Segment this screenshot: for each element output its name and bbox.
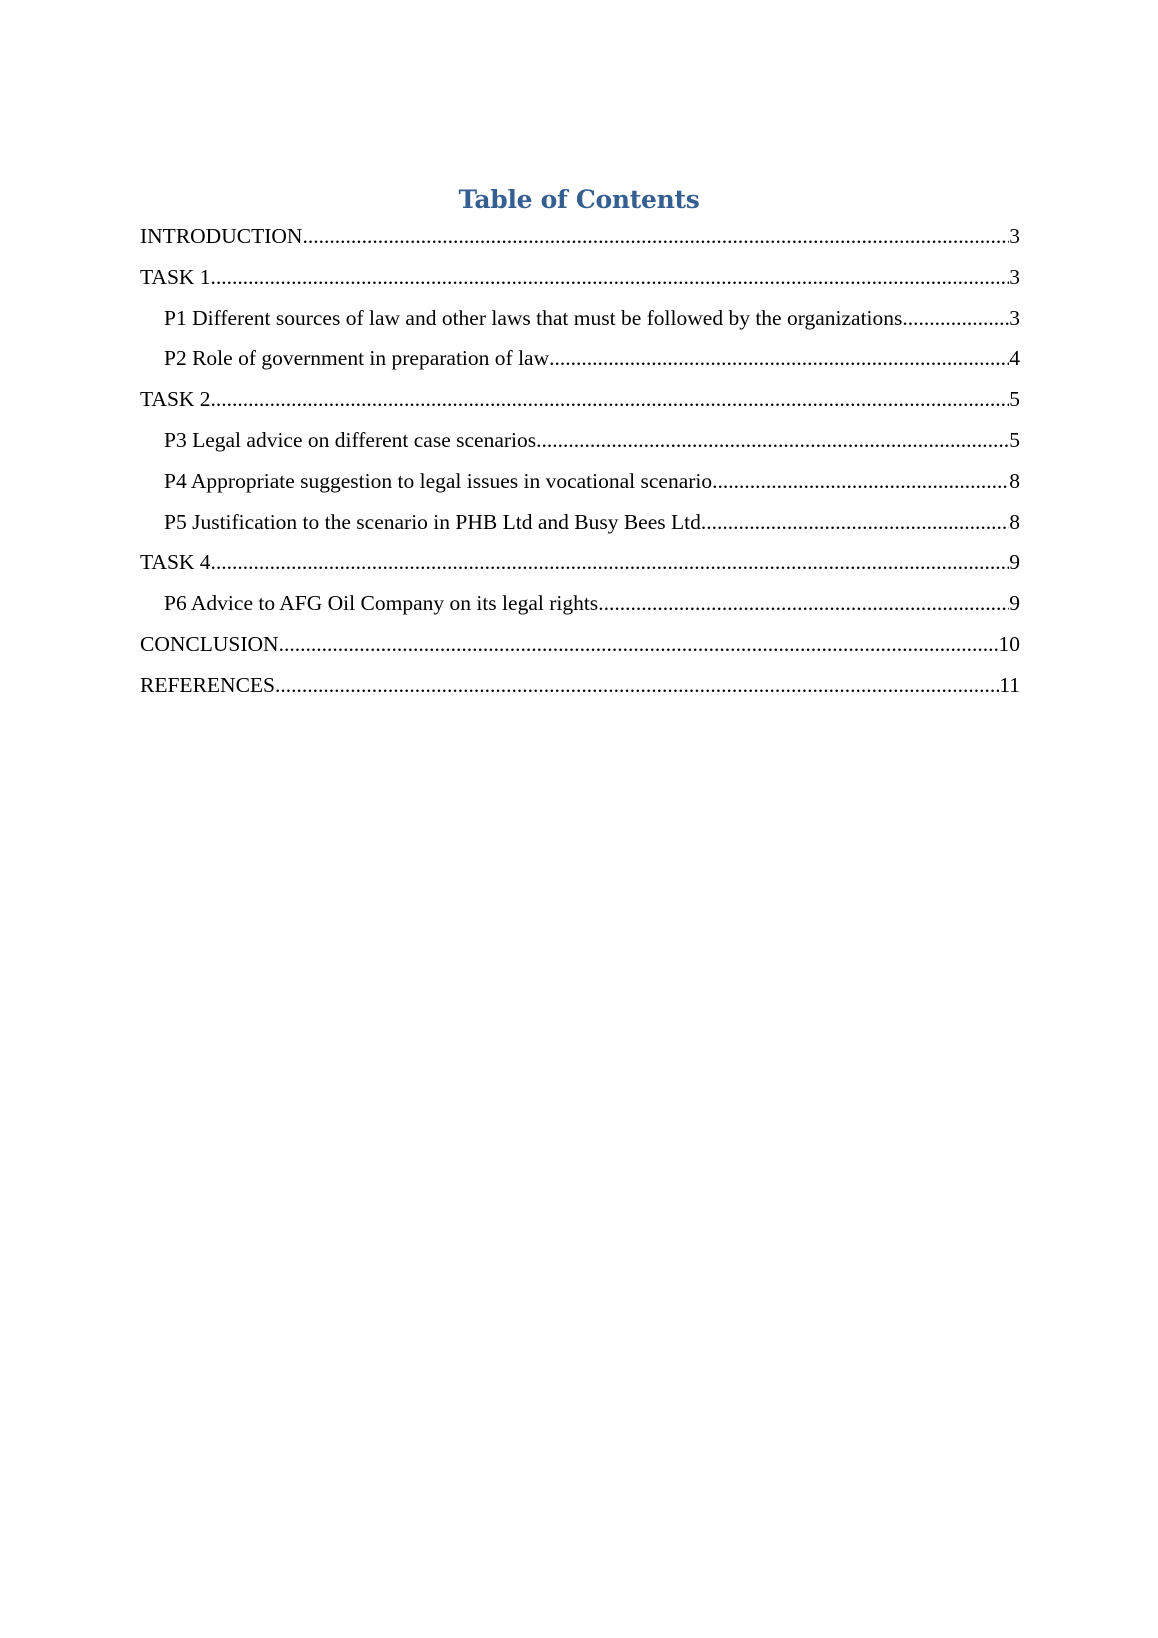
toc-entry-p3[interactable] — [140, 426, 1020, 467]
toc-entry-text: TASK 1 — [140, 264, 211, 289]
toc-title: Table of Contents — [458, 185, 700, 214]
toc-page-number: 11 — [999, 672, 1020, 697]
toc-dot-leader — [701, 508, 1009, 536]
toc-page-number: 9 — [1009, 550, 1020, 575]
toc-dot-leader — [549, 344, 1009, 372]
toc-entry-task-1[interactable] — [140, 263, 1020, 304]
toc-dot-leader — [275, 671, 999, 699]
toc-entry-p6[interactable] — [140, 589, 1020, 630]
toc-entry-text: TASK 4 — [140, 550, 211, 575]
toc-entry-text: P2 Role of government in preparation of law — [164, 346, 550, 371]
toc-entry-p5[interactable] — [140, 508, 1020, 549]
toc-page-number: 3 — [1009, 264, 1020, 289]
toc-dot-leader — [211, 263, 1010, 291]
toc-entry-text: P5 Justification to the scenario in PHB Ltd and Busy Bees Ltd — [164, 509, 701, 534]
toc-entry-text: P1 Different sources of law and other laws that must be followed by the organizations — [164, 305, 903, 330]
toc-dot-leader — [211, 548, 1010, 576]
toc-page-number: 9 — [1009, 591, 1020, 616]
toc-dot-leader — [211, 385, 1010, 413]
toc-entry-p4[interactable] — [140, 467, 1020, 508]
toc-page-number: 3 — [1009, 224, 1020, 248]
toc-dot-leader — [598, 589, 1009, 617]
toc-entry-text: REFERENCES — [140, 672, 275, 697]
toc-page-number: 3 — [1009, 305, 1020, 330]
toc-dot-leader — [302, 222, 1009, 250]
toc-page-number: 4 — [1009, 346, 1020, 371]
toc-dot-leader — [279, 630, 999, 658]
toc-page-number: 5 — [1009, 387, 1020, 412]
toc-entry-task-2[interactable] — [140, 385, 1020, 426]
toc-entry-text: P3 Legal advice on different case scenarios — [164, 427, 537, 452]
toc-dot-leader — [902, 304, 1009, 332]
toc-entry-text: TASK 2 — [140, 387, 211, 412]
toc-page-number: 5 — [1009, 427, 1020, 452]
toc-entry-p1[interactable] — [140, 304, 1020, 345]
toc-dot-leader — [536, 426, 1009, 454]
toc-page-number: 8 — [1009, 509, 1020, 534]
toc-entry-text: CONCLUSION — [140, 631, 279, 656]
toc-entry-text: P6 Advice to AFG Oil Company on its legal rights — [164, 591, 599, 616]
toc-dot-leader — [712, 467, 1009, 495]
toc-entry-task-4[interactable] — [140, 548, 1020, 589]
toc-entry-references[interactable] — [140, 671, 1020, 712]
toc-page-number: 10 — [998, 631, 1020, 656]
toc-entry-conclusion[interactable] — [140, 630, 1020, 671]
toc-entry-introduction[interactable] — [140, 222, 1020, 263]
toc-page-number: 8 — [1009, 468, 1020, 493]
toc-entry-p2[interactable] — [140, 344, 1020, 385]
toc-entry-text: P4 Appropriate suggestion to legal issues in vocational scenario — [164, 468, 713, 493]
toc-list — [140, 222, 1020, 712]
toc-entry-text: INTRODUCTION — [140, 224, 303, 248]
